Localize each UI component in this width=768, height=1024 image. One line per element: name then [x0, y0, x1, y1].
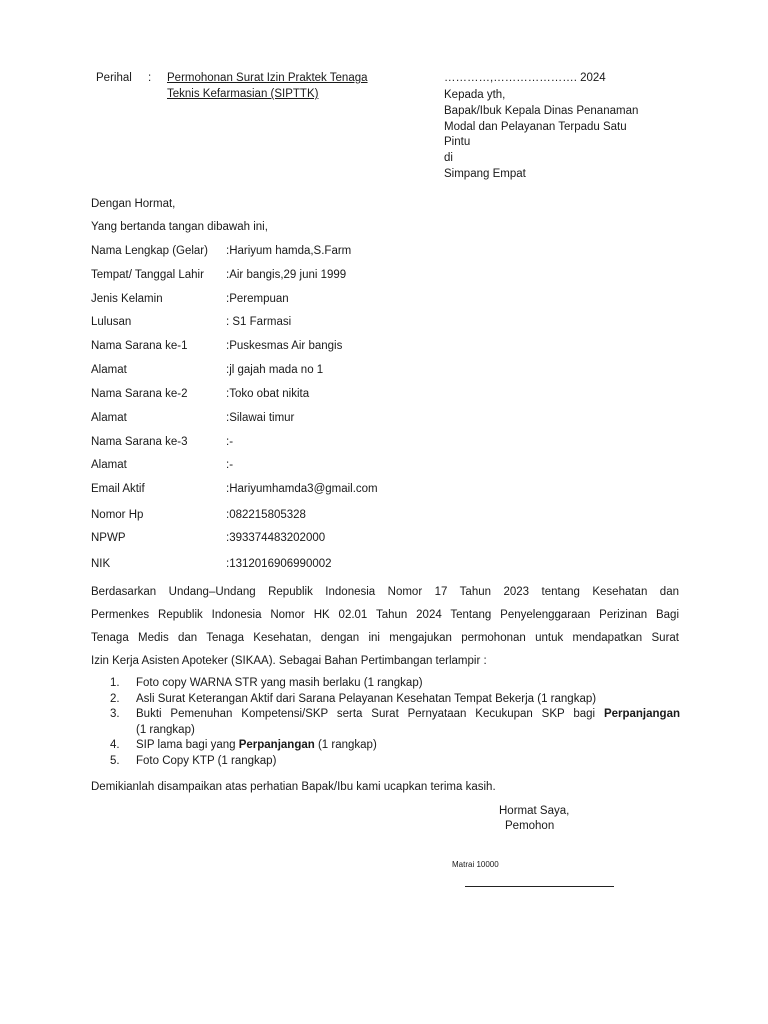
- field-label: Alamat: [91, 364, 127, 376]
- field-value: :393374483202000: [226, 532, 326, 544]
- field-label: NPWP: [91, 532, 126, 544]
- list-text: Asli Surat Keterangan Aktif dari Sarana Pelayanan Kesehatan Tempat Bekerja (1 rangkap): [136, 692, 597, 705]
- recipient-line: Bapak/Ibuk Kepala Dinas Penanaman: [444, 104, 639, 117]
- list-text: [136, 738, 680, 754]
- body-line: Berdasarkan Undang–Undang Republik Indonesia Nomor 17 Tahun 2023 tentang Kesehatan dan: [91, 586, 679, 598]
- field-value: :Air bangis,29 juni 1999: [226, 269, 347, 281]
- field-value: :Puskesmas Air bangis: [226, 340, 343, 352]
- recipient-block: [444, 88, 638, 183]
- list-number: 3.: [110, 708, 120, 720]
- body-paragraph: [91, 584, 679, 676]
- recipient-line: Modal dan Pelayanan Terpadu Satu: [444, 120, 627, 133]
- body-line: Tenaga Medis dan Tenaga Kesehatan, dengan ini mengajukan permohonan untuk mendapatkan Surat: [91, 632, 679, 644]
- recipient-line: Pintu: [444, 136, 471, 149]
- field-label: Tempat/ Tanggal Lahir: [91, 269, 204, 281]
- field-value: :082215805328: [226, 509, 306, 521]
- list-text: Foto copy WARNA STR yang masih berlaku (1 rangkap): [136, 677, 423, 689]
- list-text-post: (1 rangkap): [314, 739, 377, 751]
- list-number: 2.: [110, 692, 120, 705]
- list-item: [110, 738, 680, 754]
- list-text-bold: Perpanjangan: [238, 739, 315, 751]
- list-item: [110, 707, 680, 738]
- field-value: :Toko obat nikita: [226, 388, 310, 400]
- field-label: Alamat: [91, 459, 127, 471]
- list-item: [110, 754, 680, 770]
- subject-line-1: Permohonan Surat Izin Praktek Tenaga: [167, 72, 368, 84]
- list-number: 1.: [110, 677, 120, 689]
- attachment-list: [110, 676, 680, 769]
- field-label: Jenis Kelamin: [91, 293, 163, 305]
- field-label: Nama Lengkap (Gelar): [91, 245, 208, 257]
- stamp-label: Matrai 10000: [452, 860, 499, 869]
- field-value: :-: [226, 459, 234, 471]
- field-label: Nama Sarana ke-2: [91, 388, 188, 400]
- list-number: 5.: [110, 754, 120, 767]
- field-value: :jl gajah mada no 1: [226, 364, 324, 376]
- subject-line-2: Teknis Kefarmasian (SIPTTK): [167, 88, 319, 100]
- perihal-label: Perihal: [96, 72, 132, 84]
- field-value: :Hariyum hamda,S.Farm: [226, 245, 352, 257]
- date-line: …………,…………………. 2024: [444, 72, 606, 84]
- recipient-line: Kepada yth,: [444, 89, 506, 101]
- field-value: :1312016906990002: [226, 558, 332, 570]
- field-label: Lulusan: [91, 316, 132, 328]
- perihal-colon: :: [148, 72, 152, 84]
- body-line: Izin Kerja Asisten Apoteker (SIKAA). Sebagai Bahan Pertimbangan terlampir :: [91, 655, 487, 667]
- field-value: :-: [226, 436, 234, 448]
- list-item: [110, 676, 680, 692]
- field-label: Alamat: [91, 412, 127, 424]
- greeting: Dengan Hormat,: [91, 198, 176, 210]
- field-value: : S1 Farmasi: [226, 316, 292, 328]
- closing-text: Demikianlah disampaikan atas perhatian Bapak/Ibu kami ucapkan terima kasih.: [91, 781, 496, 793]
- signature-role: Pemohon: [505, 820, 555, 832]
- list-number: 4.: [110, 739, 120, 751]
- list-text-pre: SIP lama bagi yang: [136, 739, 239, 751]
- list-text: Foto Copy KTP (1 rangkap): [136, 754, 277, 767]
- field-label: NIK: [91, 558, 111, 570]
- intro-text: Yang bertanda tangan dibawah ini,: [91, 221, 268, 233]
- field-label: Email Aktif: [91, 483, 145, 495]
- recipient-line: Simpang Empat: [444, 167, 526, 180]
- field-value: :Perempuan: [226, 293, 289, 305]
- list-text-pre: Bukti Pemenuhan Kompetensi/SKP serta Surat Pernyataan Kecukupan SKP bagi: [136, 708, 604, 720]
- body-line: Permenkes Republik Indonesia Nomor HK 02.01 Tahun 2024 Tentang Penyelenggaraan Perizinan Bagi: [91, 609, 679, 621]
- list-text-continued: (1 rangkap): [136, 723, 195, 736]
- list-text-bold: Perpanjangan: [603, 708, 680, 720]
- field-value: :Silawai timur: [226, 412, 295, 424]
- list-item: [110, 692, 680, 708]
- field-label: Nomor Hp: [91, 509, 144, 521]
- field-label: Nama Sarana ke-3: [91, 436, 188, 448]
- list-text: [136, 707, 680, 723]
- field-value: :Hariyumhamda3@gmail.com: [226, 483, 378, 495]
- signature-regards: Hormat Saya,: [499, 805, 570, 817]
- signature-line: [465, 886, 614, 887]
- recipient-line: di: [444, 152, 453, 165]
- field-label: Nama Sarana ke-1: [91, 340, 188, 352]
